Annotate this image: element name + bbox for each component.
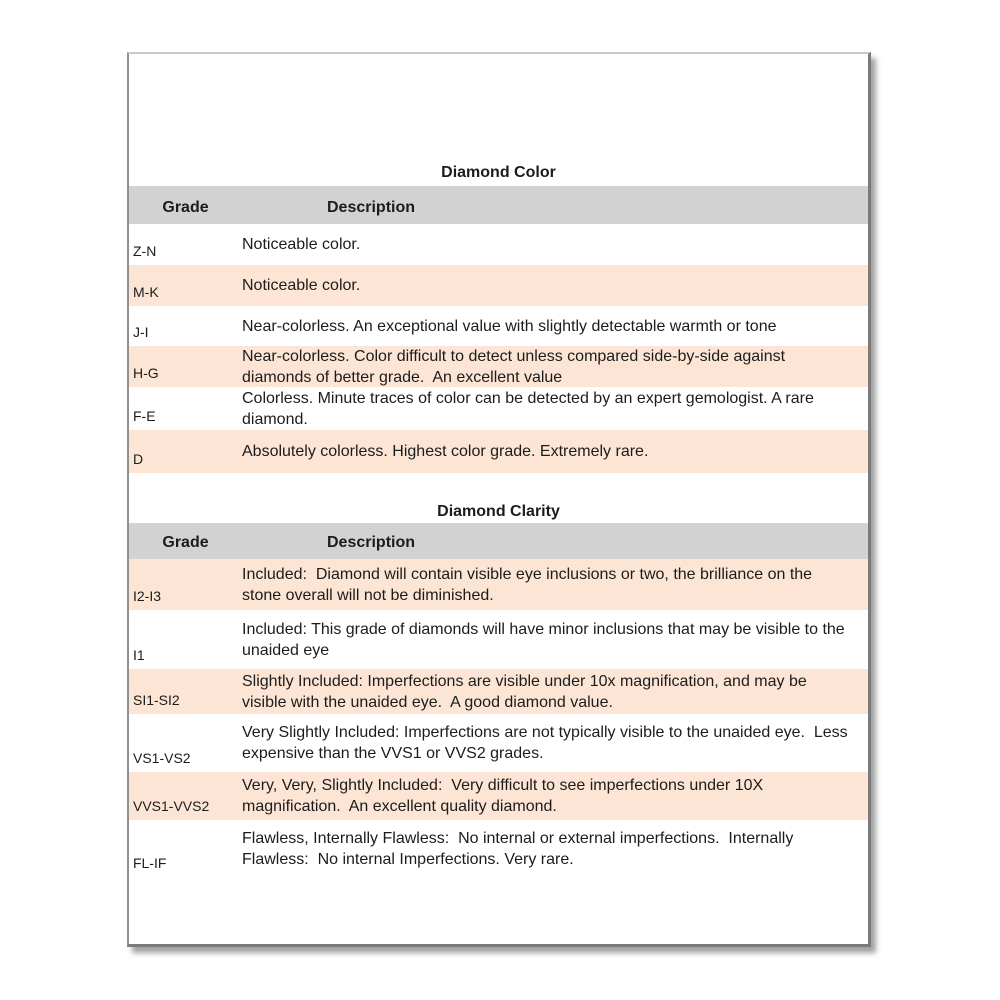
diamond-color-title: Diamond Color [441, 164, 556, 181]
description-cell: Included: This grade of diamonds will have minor inclusions that may be visible to the unaided eye [242, 620, 850, 659]
description-column-header: Description [327, 534, 416, 551]
grade-cell: F-E [133, 408, 156, 424]
table-row [129, 772, 868, 820]
grade-cell: I2-I3 [133, 588, 162, 604]
grade-cell: SI1-SI2 [133, 692, 180, 708]
grade-cell: I1 [133, 647, 145, 663]
description-cell: Near-colorless. An exceptional value with slightly detectable warmth or tone [242, 317, 777, 335]
grade-cell: M-K [133, 284, 159, 300]
description-cell: Very Slightly Included: Imperfections are not typically visible to the unaided eye. Less expensive than the VVS1 or VVS2 grades. [242, 724, 853, 762]
table-row [129, 387, 868, 430]
table-row [129, 610, 868, 669]
grade-cell: D [133, 451, 144, 467]
document-page [127, 52, 871, 947]
header-row [129, 186, 868, 224]
description-cell: Noticeable color. [242, 236, 361, 253]
grade-column-header: Grade [162, 199, 209, 216]
table-row [129, 714, 868, 772]
table-row [129, 306, 868, 346]
grade-cell: J-I [133, 324, 149, 340]
description-cell: Slightly Included: Imperfections are visible under 10x magnification, and may be visible with the unaided eye. A good diamond value. [242, 672, 812, 711]
description-column-header: Description [327, 199, 416, 216]
grade-cell: Z-N [133, 243, 157, 259]
grade-cell: H-G [133, 365, 159, 381]
diamond-clarity-table [129, 523, 868, 877]
table-row [129, 669, 868, 714]
description-cell: Included: Diamond will contain visible eye inclusions or two, the brilliance on the stone overall will not be diminished. [242, 565, 817, 604]
description-cell: Very, Very, Slightly Included: Very difficult to see imperfections under 10X magnification. An excellent quality diamond. [242, 777, 768, 815]
grade-column-header: Grade [162, 534, 209, 551]
description-cell: Flawless, Internally Flawless: No internal or external imperfections. Internally Flawless: No internal Imperfections. Very rare. [242, 829, 798, 868]
table-row [129, 430, 868, 473]
description-cell: Near-colorless. Color difficult to detect unless compared side-by-side against diamonds of better grade. An excellent value [242, 347, 790, 386]
description-cell: Colorless. Minute traces of color can be detected by an expert gemologist. A rare diamond. [242, 389, 819, 428]
table-row [129, 224, 868, 265]
description-cell: Absolutely colorless. Highest color grade. Extremely rare. [242, 443, 649, 460]
header-row [129, 523, 868, 559]
grade-cell: FL-IF [133, 855, 167, 871]
description-cell: Noticeable color. [242, 277, 361, 294]
table-row [129, 559, 868, 610]
table-row [129, 265, 868, 306]
table-row [129, 346, 868, 387]
grade-cell: VVS1-VVS2 [133, 798, 210, 814]
grade-cell: VS1-VS2 [133, 750, 191, 766]
table-row [129, 820, 868, 877]
diamond-clarity-title: Diamond Clarity [437, 503, 560, 520]
diamond-color-table [129, 186, 868, 473]
